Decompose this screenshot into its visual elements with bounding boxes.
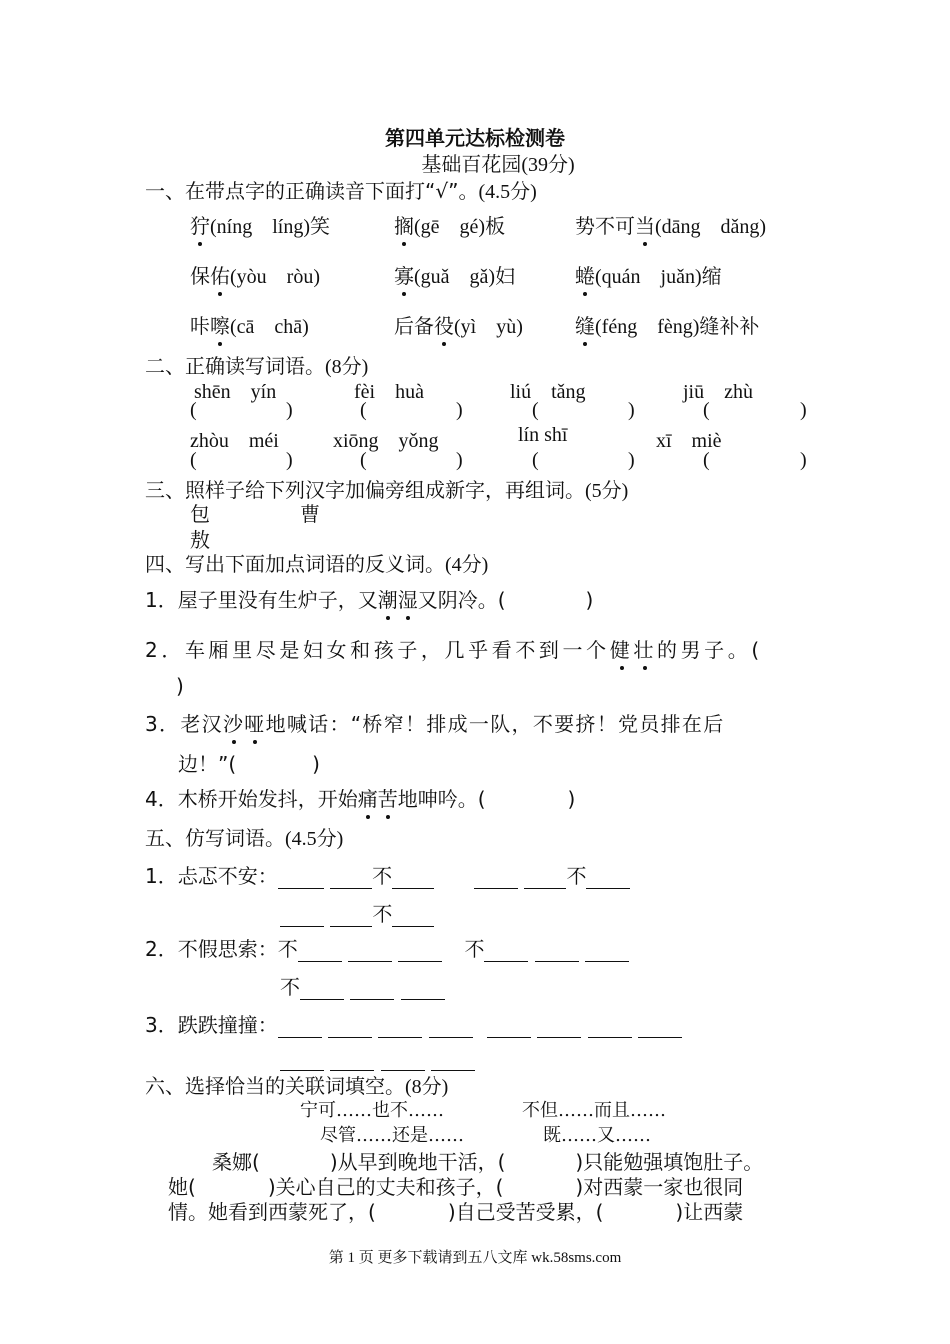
answer-bracket-close: ) bbox=[800, 399, 807, 421]
pinyin-prompt: lín shī bbox=[518, 424, 568, 446]
char-cao: 曹 bbox=[300, 502, 320, 526]
answer-bracket-open[interactable]: ( bbox=[532, 449, 539, 471]
paragraph-line-2: 她( )关心自己的丈夫和孩子，( )对西蒙一家也很同 bbox=[168, 1175, 744, 1199]
question-4-3-line2: 边！”( ) bbox=[178, 752, 320, 776]
pinyin-item: 势不可当(dāng dǎng) bbox=[575, 210, 766, 239]
option-4: 既……又…… bbox=[543, 1125, 651, 1146]
page-title: 第四单元达标检测卷 bbox=[385, 126, 565, 150]
question-4-4: 4．木桥开始发抖，开始痛苦地呻吟。( ) bbox=[145, 783, 575, 812]
section-3-heading: 三、照样子给下列汉字加偏旁组成新字，再组词。(5分) bbox=[145, 478, 629, 502]
question-5-1: 1．忐忑不安： 不 不 bbox=[145, 860, 630, 889]
pinyin-item: 保佑(yòu ròu) bbox=[190, 260, 320, 289]
pinyin-prompt: xī miè bbox=[656, 430, 722, 452]
pinyin-prompt: fèi huà bbox=[354, 381, 424, 403]
answer-bracket-open[interactable]: ( bbox=[703, 449, 710, 471]
question-4-2-close: ) bbox=[176, 674, 184, 698]
pinyin-prompt: jiū zhù bbox=[683, 381, 753, 403]
question-5-2: 2．不假思索：不 不 bbox=[145, 933, 629, 962]
question-5-3: 3．跌跌撞撞： bbox=[145, 1009, 682, 1038]
char-ao: 敖 bbox=[190, 528, 210, 552]
paragraph-line-3: 情。她看到西蒙死了，( )自己受苦受累，( )让西蒙 bbox=[168, 1200, 744, 1224]
question-5-3-line2 bbox=[280, 1047, 475, 1071]
answer-bracket-open[interactable]: ( bbox=[190, 449, 197, 471]
question-5-2-line2: 不 bbox=[280, 971, 445, 1000]
answer-bracket-close: ) bbox=[456, 399, 463, 421]
question-4-2: 2．车厢里尽是妇女和孩子，几乎看不到一个健壮的男子。( bbox=[145, 634, 763, 663]
pinyin-item: 后备役(yì yù) bbox=[394, 310, 523, 339]
answer-bracket-close: ) bbox=[286, 449, 293, 471]
pinyin-item: 缝(féng fèng)缝补补 bbox=[575, 310, 759, 339]
answer-bracket-close: ) bbox=[628, 399, 635, 421]
pinyin-prompt: liú tǎng bbox=[510, 381, 586, 403]
answer-bracket-close: ) bbox=[286, 399, 293, 421]
char-bao: 包 bbox=[190, 502, 210, 526]
answer-bracket-open[interactable]: ( bbox=[703, 399, 710, 421]
option-1: 宁可……也不…… bbox=[300, 1100, 444, 1121]
pinyin-prompt: zhòu méi bbox=[190, 430, 279, 452]
page-subtitle: 基础百花园(39分) bbox=[421, 154, 575, 176]
section-4-heading: 四、写出下面加点词语的反义词。(4分) bbox=[145, 552, 489, 576]
question-4-3: 3．老汉沙哑地喊话：“桥窄！排成一队，不要挤！党员排在后 bbox=[145, 708, 725, 737]
answer-bracket-close: ) bbox=[800, 449, 807, 471]
question-5-1-line2: 不 bbox=[280, 898, 434, 927]
section-5-heading: 五、仿写词语。(4.5分) bbox=[145, 826, 344, 850]
answer-bracket-close: ) bbox=[456, 449, 463, 471]
pinyin-prompt: shēn yín bbox=[194, 381, 277, 403]
question-4-1: 1．屋子里没有生炉子，又潮湿又阴冷。( ) bbox=[145, 584, 593, 613]
option-2: 不但……而且…… bbox=[522, 1100, 666, 1121]
pinyin-item: 蜷(quán juǎn)缩 bbox=[575, 260, 722, 289]
answer-bracket-open[interactable]: ( bbox=[360, 449, 367, 471]
page-footer: 第 1 页 更多下载请到五八文库 wk.58sms.com bbox=[328, 1250, 622, 1266]
section-6-heading: 六、选择恰当的关联词填空。(8分) bbox=[145, 1074, 449, 1098]
pinyin-item: 搁(gē gé)板 bbox=[394, 210, 505, 239]
answer-bracket-open[interactable]: ( bbox=[532, 399, 539, 421]
pinyin-prompt: xiōng yǒng bbox=[333, 430, 439, 452]
answer-bracket-open[interactable]: ( bbox=[360, 399, 367, 421]
section-1-heading: 一、在带点字的正确读音下面打“√”。(4.5分) bbox=[145, 179, 537, 203]
answer-bracket-open[interactable]: ( bbox=[190, 399, 197, 421]
pinyin-item: 咔嚓(cā chā) bbox=[190, 310, 309, 339]
paragraph-line-1: 桑娜( )从早到晚地干活，( )只能勉强填饱肚子。 bbox=[212, 1150, 764, 1174]
pinyin-item: 狞(níng líng)笑 bbox=[190, 210, 330, 239]
pinyin-item: 寡(guǎ gǎ)妇 bbox=[394, 260, 515, 289]
answer-bracket-close: ) bbox=[628, 449, 635, 471]
option-3: 尽管……还是…… bbox=[320, 1125, 464, 1146]
section-2-heading: 二、正确读写词语。(8分) bbox=[145, 354, 369, 378]
